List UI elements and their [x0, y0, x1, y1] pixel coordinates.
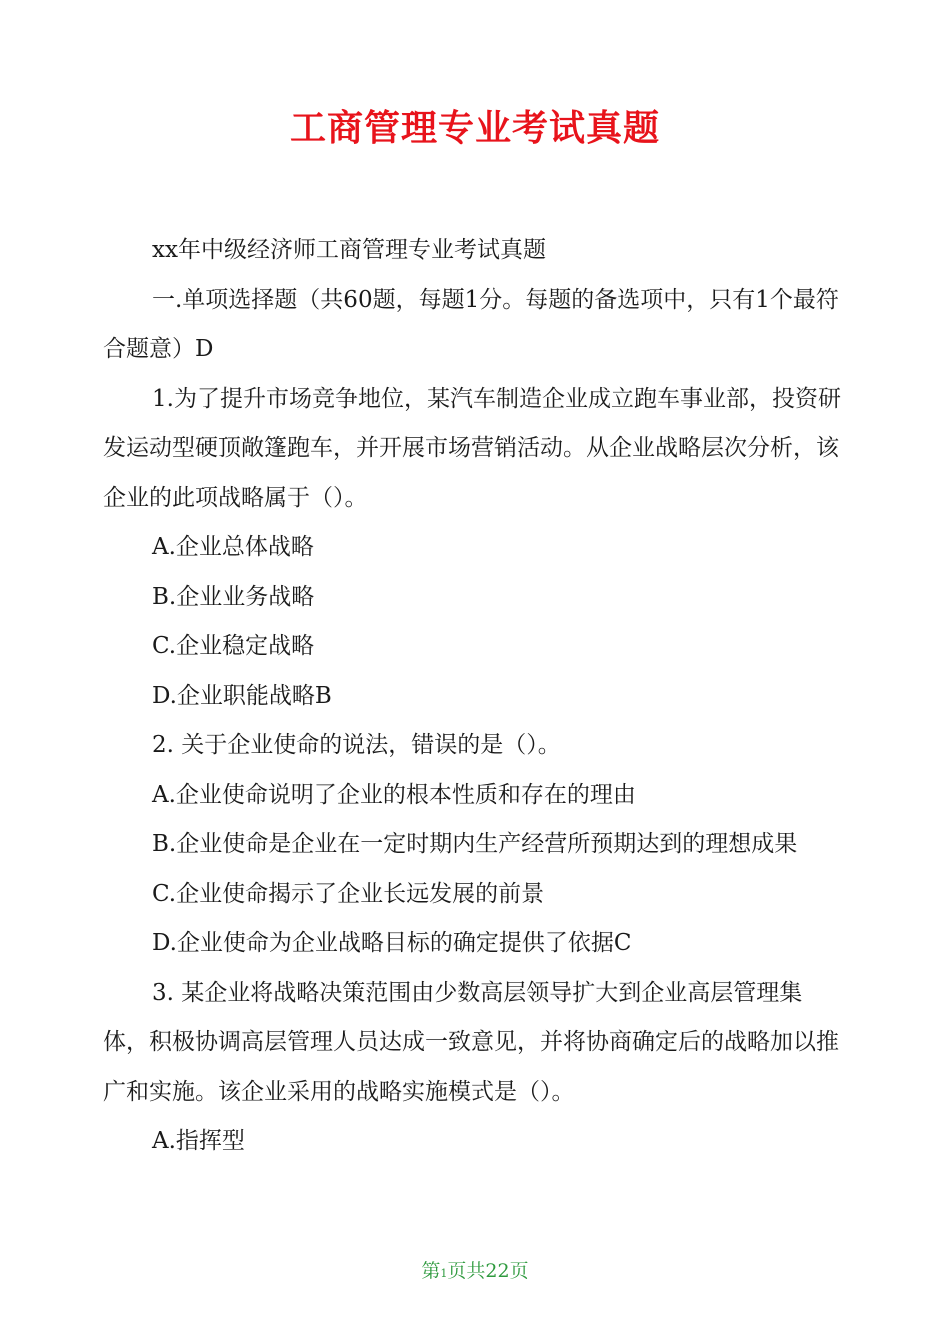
paragraph: A.企业总体战略: [152, 534, 314, 560]
paragraph: A.指挥型: [152, 1128, 245, 1154]
paragraph: D.企业使命为企业战略目标的确定提供了依据C: [152, 930, 632, 956]
document-body: [103, 226, 843, 1167]
footer-suffix: 页共22页: [447, 1260, 529, 1282]
paragraph: xx年中级经济师工商管理专业考试真题: [152, 237, 546, 263]
footer-prefix: 第: [421, 1260, 441, 1282]
page-footer: [0, 1256, 950, 1289]
paragraph: D.企业职能战略B: [152, 682, 332, 709]
paragraph: 一.单项选择题（共60题，每题1分。每题的备选项中，只有1个最符合题意）D: [103, 286, 839, 362]
paragraph: B.企业使命是企业在一定时期内生产经营所预期达到的理想成果: [152, 831, 798, 857]
paragraph: B.企业业务战略: [152, 583, 315, 610]
paragraph: A.企业使命说明了企业的根本性质和存在的理由: [152, 781, 636, 808]
paragraph: 2. 关于企业使命的说法，错误的是（）。: [152, 732, 561, 758]
footer-page-number: 1: [440, 1267, 448, 1280]
page-title: 工商管理专业考试真题: [289, 108, 660, 149]
paragraph: 3. 某企业将战略决策范围由少数高层领导扩大到企业高层管理集体，积极协调高层管理人员达成一致意见，并将协商确定后的战略加以推广和实施。该企业采用的战略实施模式是（）。: [103, 979, 839, 1105]
paragraph: 1.为了提升市场竞争地位，某汽车制造企业成立跑车事业部，投资研发运动型硬顶敞篷跑车，并开展市场营销活动。从企业战略层次分析，该企业的此项战略属于（）。: [103, 385, 841, 511]
paragraph: C.企业使命揭示了企业长远发展的前景: [152, 880, 545, 907]
paragraph: C.企业稳定战略: [152, 633, 315, 659]
